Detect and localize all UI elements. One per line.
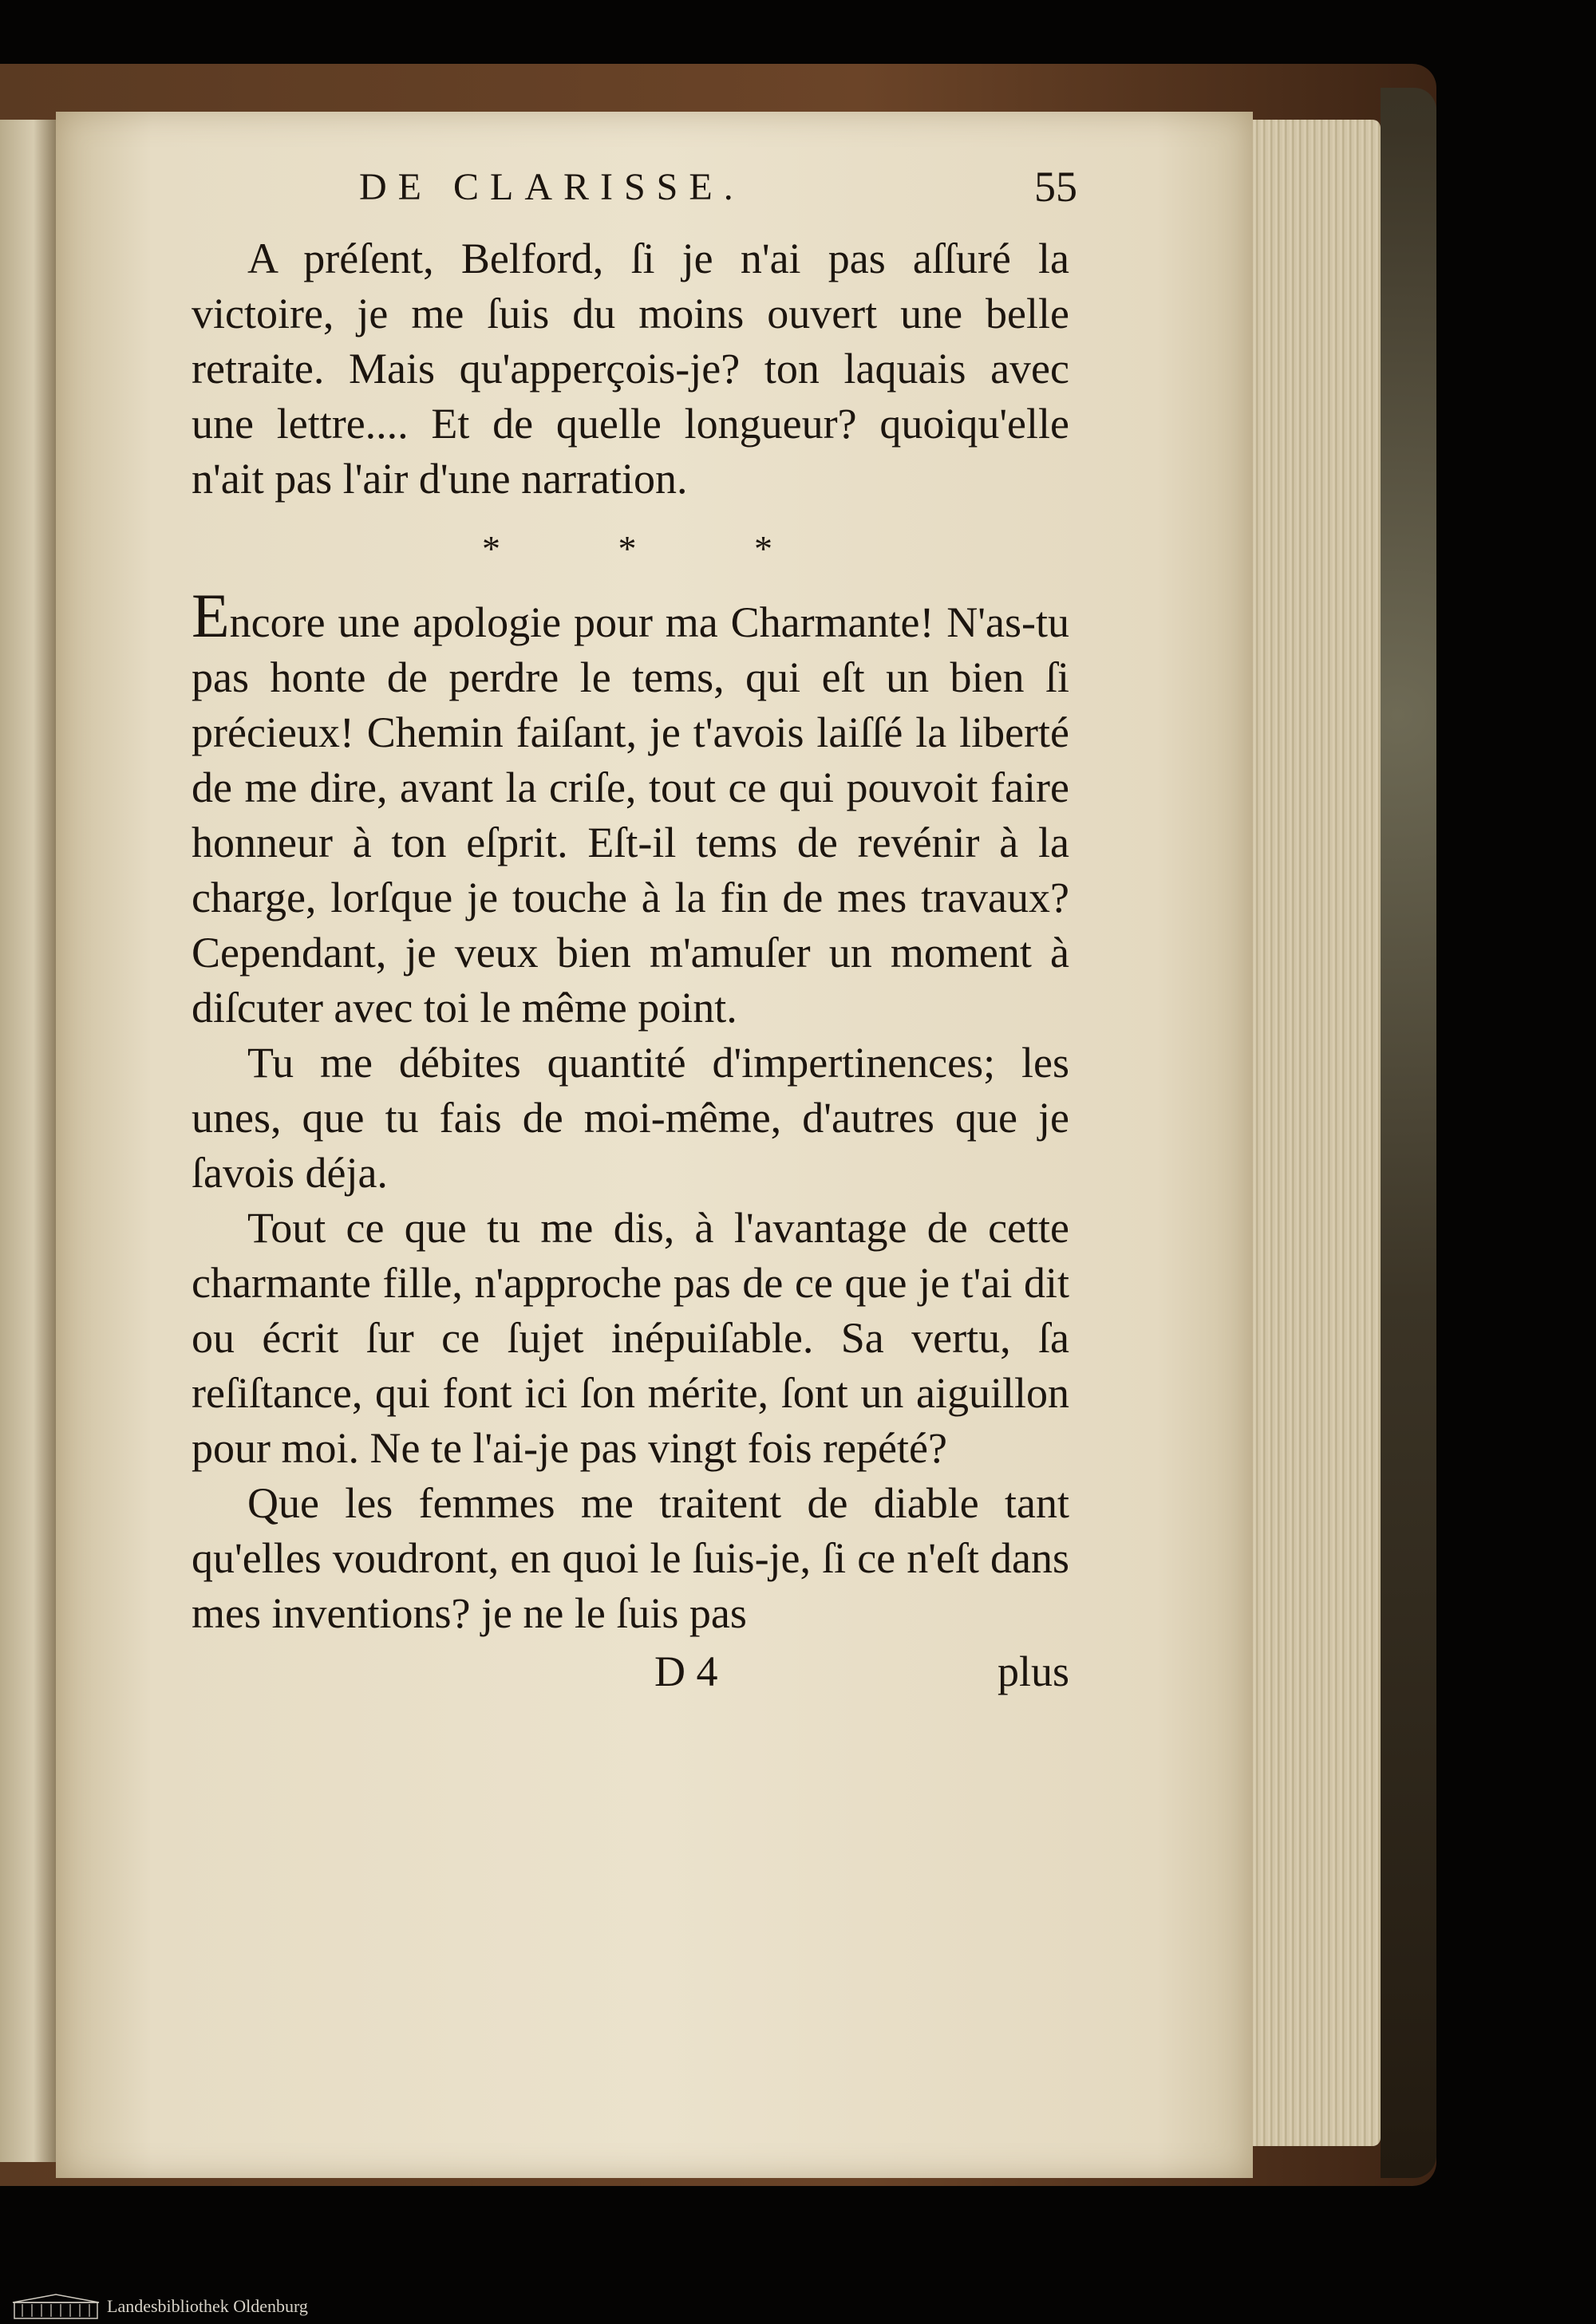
running-head (192, 160, 1077, 223)
catchword: plus (997, 1647, 1069, 1695)
page-fore-edge (1245, 120, 1381, 2146)
page-number: 55 (1034, 163, 1077, 211)
paragraph: Que les femmes me traitent de diable tant qu'elles voudront, en quoi le ſuis-je, ſi ce n'eſt dans mes inventions? je ne le ſuis pas (192, 1479, 1069, 1637)
library-building-icon (11, 2293, 101, 2320)
paragraph-text: ncore une apologie pour ma Charmante! N'as-tu pas honte de perdre le tems, qui eſt un bien ſi précieux! Chemin faiſant, je t'avois laiſſé la liberté de me dire, avant la criſe, tout ce qui pouvoit faire honneur à ton eſprit. Eſt-il tems de revénir à la charge, lorſque je touche à la fin de mes travaux? Cependant, je veux bien m'amuſer un moment à diſcuter avec toi le même point. (192, 598, 1069, 1032)
paragraph-with-dropcap (192, 581, 1069, 1036)
library-name: Landesbibliothek Oldenburg (107, 2296, 308, 2316)
paragraph: Tout ce que tu me dis, à l'avantage de cette charmante fille, n'approche pas de ce que je t'ai dit ou écrit ſur ce ſujet inépuiſable. Sa vertu, ſa reſiſtance, qui font ici ſon mérite, ſont un aiguillon pour moi. Ne te l'ai-je pas vingt fois repété? (192, 1204, 1069, 1472)
page-text-block (192, 160, 1077, 1700)
facing-page-edge (0, 120, 56, 2162)
library-footer-bar (0, 2288, 1596, 2324)
section-break: * * * (482, 528, 827, 569)
dropcap-letter: E (192, 581, 230, 650)
paragraph: A préſent, Belford, ſi je n'ai pas aſſuré la victoire, je me ſuis du moins ouvert une belle retraite. Mais qu'apperçois-je? ton laquais avec une lettre.... Et de quelle longueur? quoiqu'elle n'ait pas l'air d'une narration. (192, 235, 1069, 503)
signature-mark: D 4 (654, 1647, 718, 1695)
page-footer (192, 1644, 1069, 1700)
paragraph: Tu me débites quantité d'impertinences; les unes, que tu fais de moi-même, d'autres que je ſavois déja. (192, 1039, 1069, 1197)
running-head-title: DE CLARISSE. (359, 166, 745, 208)
book-cover-edge (1381, 88, 1436, 2178)
